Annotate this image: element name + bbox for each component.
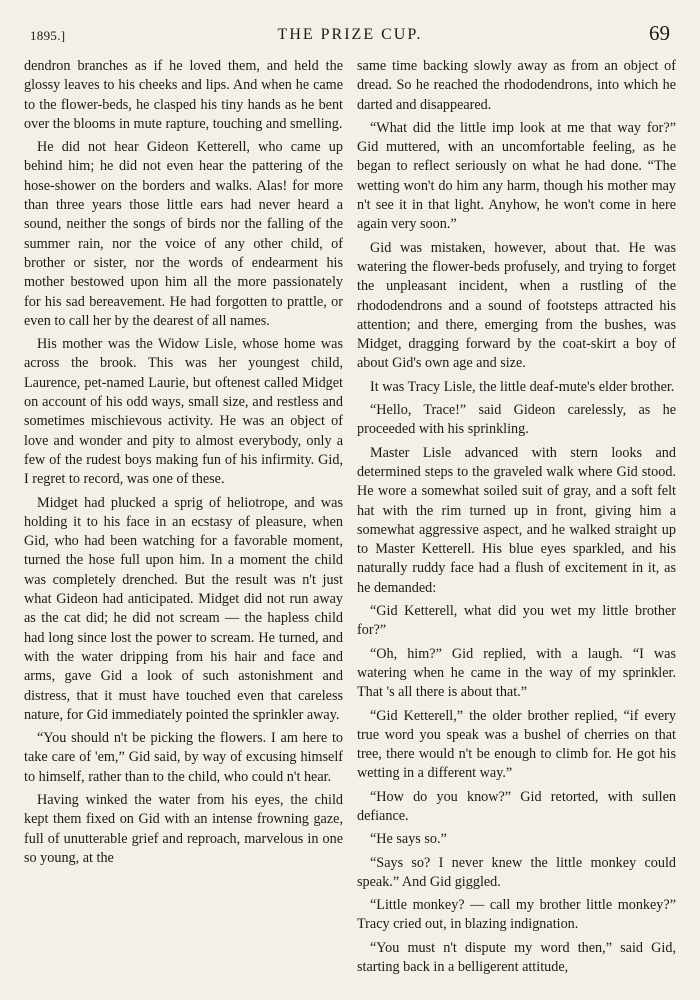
paragraph: “Says so? I never knew the little monkey could speak.” And Gid giggled. — [357, 854, 676, 890]
paragraph: “Hello, Trace!” said Gideon carelessly, as he proceeded with his sprinkling. — [357, 402, 676, 438]
text-columns — [24, 57, 676, 997]
paragraph: Master Lisle advanced with stern looks and determined steps to the graveled walk where Gid stood. He wore a somewhat soiled suit of gray, and a soft felt hat with the rim turned up in front, giving him a somewhat aggressive aspect, and he walked straight up to Master Ketterell. His blue eyes sparkled, and his naturally ruddy face had a flush of excitement in it, as he demanded: — [357, 444, 676, 596]
paragraph: “How do you know?” Gid retorted, with sullen defiance. — [357, 788, 676, 824]
paragraph: “Oh, him?” Gid replied, with a laugh. “I was watering when he came in the way of my sprinkler. That 's all there is about that.” — [357, 645, 676, 701]
paragraph: dendron branches as if he loved them, and held the glossy leaves to his cheeks and lips. And when he came to the flower-beds, he clasped his tiny hands as he bent over the blooms in mute rapture, touching and smelling. — [24, 58, 343, 132]
paragraph: It was Tracy Lisle, the little deaf-mute's elder brother. — [370, 378, 675, 395]
paragraph: “Gid Ketterell, what did you wet my little brother for?” — [357, 603, 676, 639]
page-number: 69 — [649, 21, 670, 45]
paragraph: Gid was mistaken, however, about that. He was watering the flower-beds profusely, and trying to forget the unpleasant incident, when a rustling of the rhododendrons and a sound of footsteps attracted his attention; and there, emerging from the bushes, was Midget, dragging forward by the coat-skirt a boy of about Gid's own age and size. — [357, 239, 676, 372]
paragraph: “You must n't dispute my word then,” said Gid, starting back in a belligerent attitude, — [357, 939, 676, 976]
paragraph: “Little monkey? — call my brother little monkey?” Tracy cried out, in blazing indignation. — [357, 897, 676, 933]
left-column — [24, 57, 343, 997]
paragraph: Midget had plucked a sprig of heliotrope, and was holding it to his face in an ecstasy of pleasure, when Gid, who had been watching for a favorable moment, turned the hose full upon him. In a moment the child was completely drenched. But the result was n't just what Gideon had anticipated. Midget did not run away as the cat did; he did not scream — the hapless child had long since lost the power to scream. He turned, and with the water dripping from his hair and face and arms, gave Gid a look of such astonishment and distress, that it must have touched even that careless nature, for Gid immediately pointed the sprinkler away. — [24, 494, 343, 723]
paragraph: “Gid Ketterell,” the older brother replied, “if every true word you speak was a bushel of cherries on that tree, there would n't be enough to climb for. He got his wetting in a different way.” — [357, 707, 676, 782]
header-year: 1895.] — [30, 28, 66, 43]
paragraph: “He says so.” — [370, 831, 447, 848]
paragraph: “What did the little imp look at me that way for?” Gid muttered, with an uncomfortable feeling, as he began to reflect seriously on what he had done. “The wetting won't do him any harm, though his mother may n't see it in that light. Anyhow, he won't come in here again very soon.” — [357, 119, 676, 233]
paragraph: “You should n't be picking the flowers. I am here to take care of 'em,” Gid said, by way of excusing himself to himself, rather than to the child, who could n't hear. — [24, 730, 343, 785]
paragraph: same time backing slowly away as from an object of dread. So he reached the rhododendrons, into which he darted and disappeared. — [357, 58, 676, 113]
paragraph: He did not hear Gideon Ketterell, who came up behind him; he did not even hear the pattering of the hose-shower on the borders and walks. Alas! for more than three years those little ears had never heard a sound, neither the songs of birds nor the falling of the summer rain, nor the voice of any other child, of brother or sister, nor the words of endearment his mother bestowed upon him all the more passionately for his sad bereavement. He had forgotten to prattle, or even to call her by the dearest of all names. — [24, 139, 343, 329]
running-header — [24, 16, 676, 56]
right-column — [357, 57, 676, 997]
header-title: THE PRIZE CUP. — [277, 26, 423, 43]
paragraph: Having winked the water from his eyes, the child kept them fixed on Gid with an intense frowning gaze, full of unutterable grief and reproach, marvelous in one so young, at the — [24, 791, 343, 866]
paragraph: His mother was the Widow Lisle, whose home was across the brook. This was her youngest child, Laurence, pet-named Laurie, but oftenest called Midget on account of his odd ways, small size, and restless and sometimes mischievous activity. He was an object of love and wonder and pity to almost everybody, only a few of the rudest boys making fun of his infirmity. Gid, I regret to record, was one of these. — [24, 336, 343, 488]
